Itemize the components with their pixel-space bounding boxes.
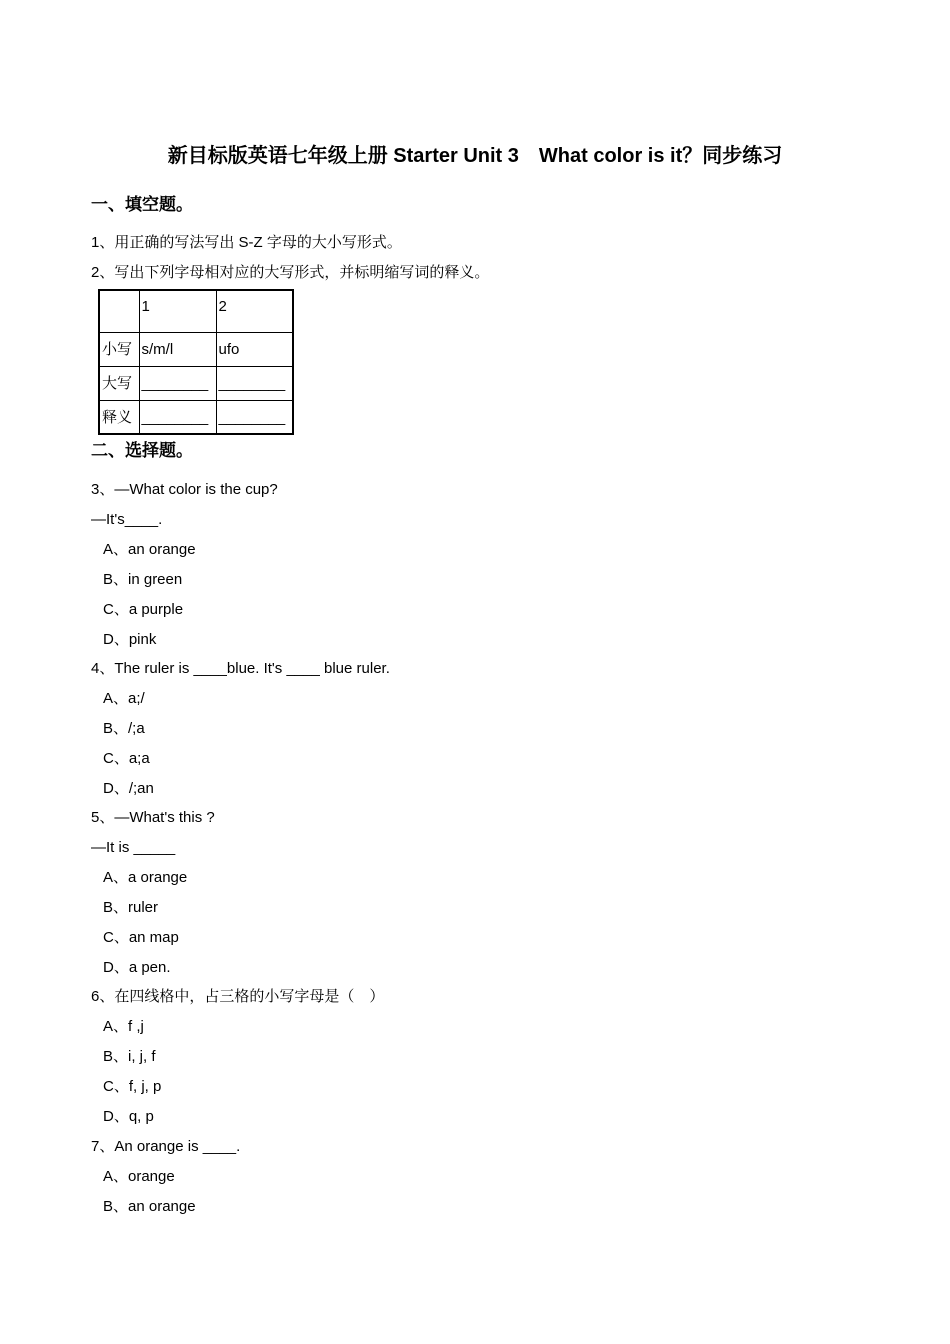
option: D、q, p bbox=[103, 1108, 154, 1125]
question-2: 2、写出下列字母相对应的大写形式，并标明缩写词的释义。 bbox=[91, 264, 490, 281]
table-row bbox=[99, 290, 293, 332]
question-5-response: —It is _____ bbox=[91, 839, 176, 856]
option: A、an orange bbox=[103, 541, 196, 558]
option: B、ruler bbox=[103, 899, 159, 916]
page-title: 新目标版英语七年级上册 Starter Unit 3 What color is it？同步练习 bbox=[167, 145, 783, 167]
question-3-response: —It's____. bbox=[91, 511, 163, 528]
table-cell: ________ bbox=[139, 400, 216, 434]
option: D、/;an bbox=[103, 780, 154, 797]
option: D、a pen. bbox=[103, 959, 171, 976]
table-row bbox=[99, 366, 293, 400]
option: A、f ,j bbox=[103, 1018, 144, 1035]
table-cell bbox=[99, 290, 139, 332]
option: A、a orange bbox=[103, 869, 188, 886]
table-cell: ufo bbox=[216, 332, 293, 366]
table-row bbox=[99, 332, 293, 366]
option: C、f, j, p bbox=[103, 1078, 162, 1095]
option: B、an orange bbox=[103, 1198, 196, 1215]
option: B、/;a bbox=[103, 720, 145, 737]
option: C、a;a bbox=[103, 750, 150, 767]
table-cell: 1 bbox=[139, 290, 216, 332]
option: C、an map bbox=[103, 929, 179, 946]
option: A、a;/ bbox=[103, 690, 145, 707]
option: C、a purple bbox=[103, 601, 184, 618]
table-cell: 大写 bbox=[99, 366, 139, 400]
answer-table bbox=[98, 289, 294, 435]
section-heading-multiple-choice: 二、选择题。 bbox=[91, 441, 193, 460]
table-cell: ________ bbox=[216, 366, 293, 400]
option: A、orange bbox=[103, 1168, 175, 1185]
table-cell: s/m/l bbox=[139, 332, 216, 366]
question-4-stem: 4、The ruler is ____blue. It's ____ blue ruler. bbox=[91, 660, 390, 677]
table-cell: ________ bbox=[216, 400, 293, 434]
option: B、i, j, f bbox=[103, 1048, 156, 1065]
option: B、in green bbox=[103, 571, 183, 588]
option: D、pink bbox=[103, 631, 157, 648]
question-7-stem: 7、An orange is ____. bbox=[91, 1138, 241, 1155]
table-cell: 释义 bbox=[99, 400, 139, 434]
question-1: 1、用正确的写法写出 S-Z 字母的大小写形式。 bbox=[91, 234, 402, 251]
section-heading-fill-blank: 一、填空题。 bbox=[91, 195, 193, 214]
question-3-stem: 3、—What color is the cup? bbox=[91, 481, 278, 498]
question-6-stem: 6、在四线格中，占三格的小写字母是（ ） bbox=[91, 988, 385, 1005]
table-cell: ________ bbox=[139, 366, 216, 400]
table-row bbox=[99, 400, 293, 434]
question-5-stem: 5、—What's this ? bbox=[91, 809, 215, 826]
table-cell: 2 bbox=[216, 290, 293, 332]
table-cell: 小写 bbox=[99, 332, 139, 366]
